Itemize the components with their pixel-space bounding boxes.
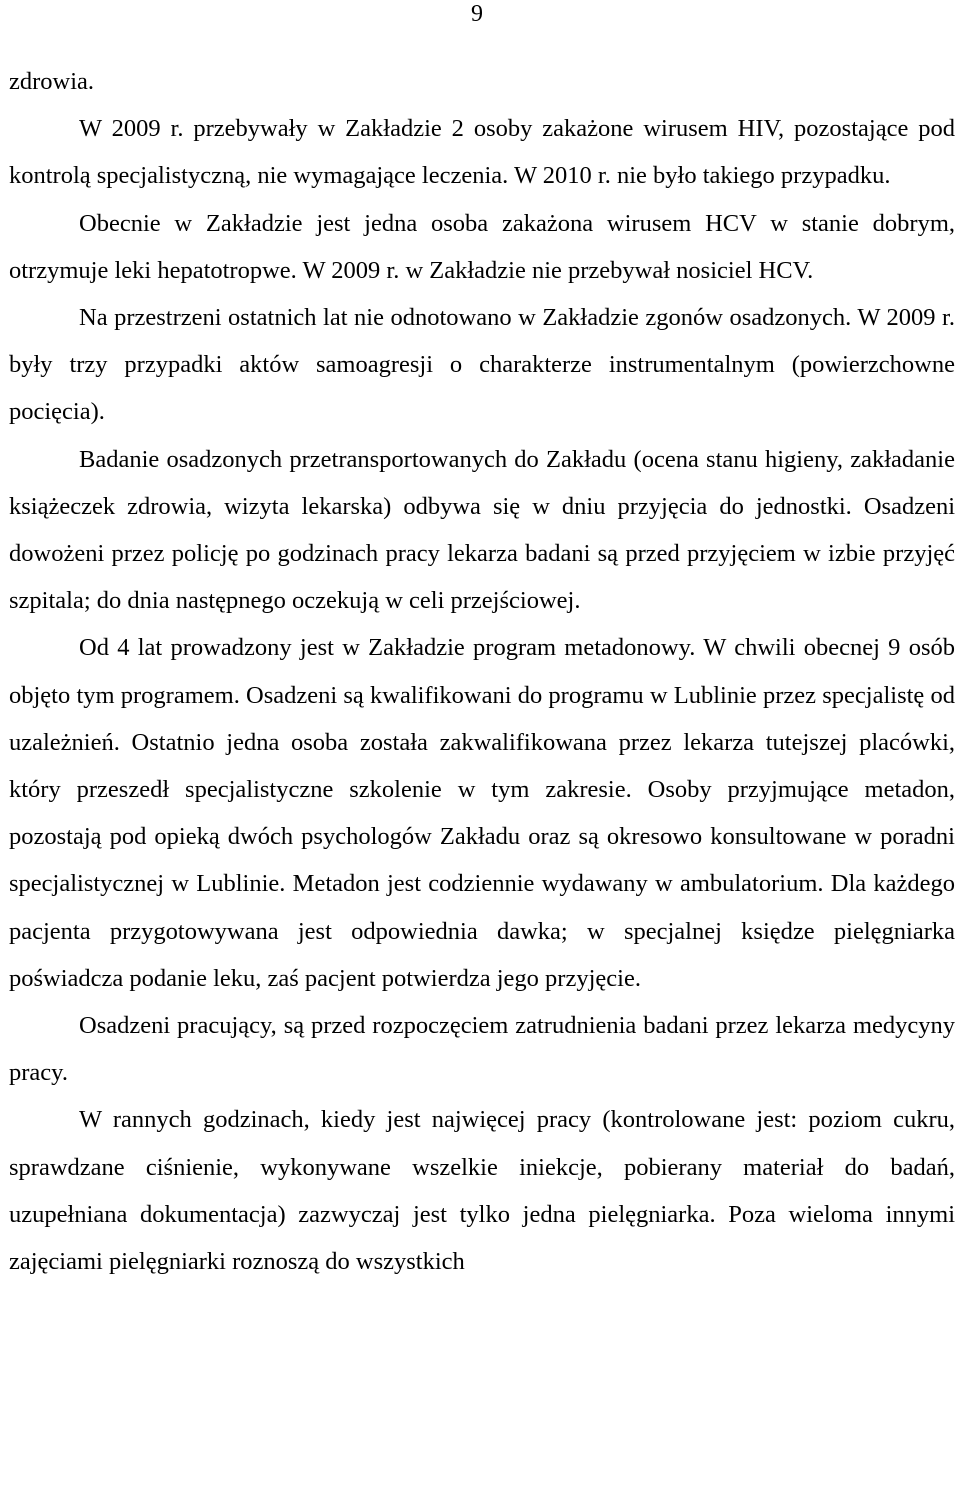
paragraph: Badanie osadzonych przetransportowanych do Zakładu (ocena stanu higieny, zakładanie książeczek zdrowia, wizyta lekarska) odbywa się w dniu przyjęcia do jednostki. Osadzeni dowożeni przez policję po godzinach pracy lekarza badani są przed przyjęciem w izbie przyjęć szpitala; do dnia następnego oczekują w celi przejściowej. <box>9 445 955 615</box>
paragraph: zdrowia. <box>9 68 95 95</box>
body-text <box>9 58 955 1285</box>
paragraph: Osadzeni pracujący, są przed rozpoczęciem zatrudnienia badani przez lekarza medycyny pracy. <box>9 1012 955 1087</box>
paragraph: Na przestrzeni ostatnich lat nie odnotowano w Zakładzie zgonów osadzonych. W 2009 r. były trzy przypadki aktów samoagresji o charakterze instrumentalnym (powierzchowne pocięcia). <box>9 304 955 426</box>
page-number: 9 <box>471 1 483 27</box>
paragraph: W 2009 r. przebywały w Zakładzie 2 osoby zakażone wirusem HIV, pozostające pod kontrolą specjalistyczną, nie wymagające leczenia. W 2010 r. nie było takiego przypadku. <box>9 115 955 190</box>
paragraph: Od 4 lat prowadzony jest w Zakładzie program metadonowy. W chwili obecnej 9 osób objęto tym programem. Osadzeni są kwalifikowani do programu w Lublinie przez specjalistę od uzależnień. Ostatnio jedna osoba została zakwalifikowana przez lekarza tutejszej placówki, który przeszedł specjalistyczne szkolenie w tym zakresie. Osoby przyjmujące metadon, pozostają pod opieką dwóch psychologów Zakładu oraz są okresowo konsultowane w poradni specjalistycznej w Lublinie. Metadon jest codziennie wydawany w ambulatorium. Dla każdego pacjenta przygotowywana jest odpowiednia dawka; w specjalnej księdze pielęgniarka poświadcza podanie leku, zaś pacjent potwierdza jego przyjęcie. <box>9 634 955 992</box>
paragraph: Obecnie w Zakładzie jest jedna osoba zakażona wirusem HCV w stanie dobrym, otrzymuje leki hepatotropwe. W 2009 r. w Zakładzie nie przebywał nosiciel HCV. <box>9 209 955 284</box>
paragraph: W rannych godzinach, kiedy jest najwięcej pracy (kontrolowane jest: poziom cukru, sprawdzane ciśnienie, wykonywane wszelkie iniekcje, pobierany materiał do badań, uzupełniana dokumentacja) zazwyczaj jest tylko jedna pielęgniarka. Poza wieloma innymi zajęciami pielęgniarki roznoszą do wszystkich <box>9 1106 955 1276</box>
